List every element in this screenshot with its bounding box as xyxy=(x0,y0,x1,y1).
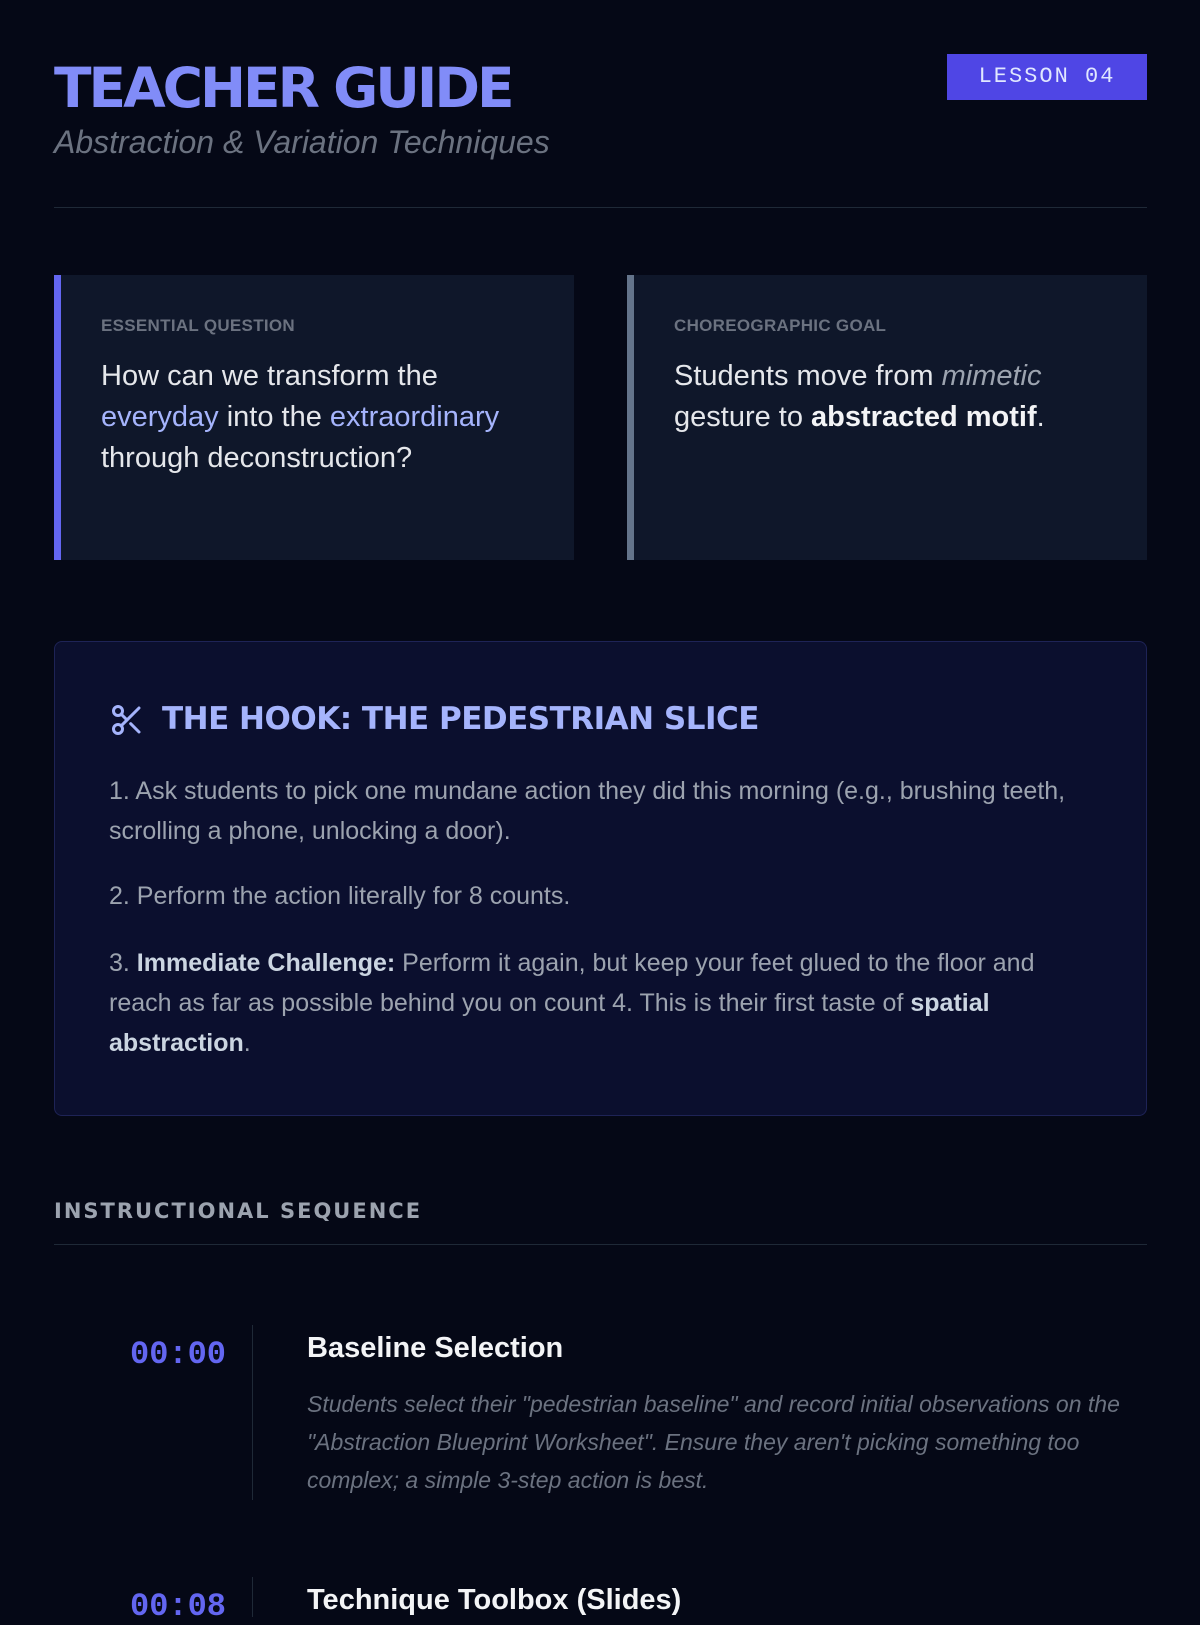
hook-step-3 xyxy=(109,943,1069,1063)
immediate-challenge-label: Immediate Challenge: xyxy=(136,949,396,977)
spatial-abstraction-term: spatial abstraction xyxy=(109,989,990,1057)
section-heading: INSTRUCTIONAL SEQUENCE xyxy=(54,1199,423,1223)
hook-step-3-end: . xyxy=(243,1029,251,1057)
choreographic-goal-text xyxy=(674,356,1114,438)
hook-step-3-number: 3. xyxy=(109,949,137,977)
highlight-extraordinary: extraordinary xyxy=(329,401,500,433)
section-divider xyxy=(54,1244,1147,1245)
timeline-title: Baseline Selection xyxy=(307,1332,564,1364)
timeline-title: Technique Toolbox (Slides) xyxy=(307,1584,682,1616)
lesson-badge: LESSON 04 xyxy=(947,54,1147,100)
timeline-description: Students select their "pedestrian baseline" and record initial observations on the "Abstraction Blueprint Worksheet". Ensure they aren't picking something too complex; a simple 3-step action is best. xyxy=(307,1391,1120,1493)
choreographic-goal-text-part: . xyxy=(1036,401,1045,433)
hook-title: THE HOOK: THE PEDESTRIAN SLICE xyxy=(162,701,759,737)
choreographic-goal-text-part: Students move from xyxy=(674,360,942,392)
essential-question-text-part: into the xyxy=(218,401,330,433)
emphasis-mimetic: mimetic xyxy=(941,360,1042,392)
hook-panel xyxy=(54,641,1147,1116)
strong-abstracted-motif: abstracted motif xyxy=(811,401,1037,433)
timeline-line xyxy=(252,1577,253,1617)
essential-question-text-part: through deconstruction? xyxy=(101,442,413,474)
essential-question-text-part: How can we transform the xyxy=(101,360,438,392)
timeline-time: 00:08 xyxy=(129,1588,226,1625)
hook-step-3-text: Perform it again, but keep your feet glued to the floor and reach as far as possible behind you on count 4. This is their first taste of xyxy=(109,949,1035,1017)
highlight-everyday: everyday xyxy=(101,401,219,433)
page-header xyxy=(54,52,1147,212)
timeline-line xyxy=(252,1325,253,1500)
choreographic-goal-card xyxy=(627,275,1147,560)
choreographic-goal-text-part: gesture to xyxy=(674,401,812,433)
teacher-guide-page xyxy=(54,0,1147,1625)
essential-question-label: ESSENTIAL QUESTION xyxy=(101,316,296,335)
essential-question-text xyxy=(101,356,541,479)
choreographic-goal-label: CHOREOGRAPHIC GOAL xyxy=(674,316,887,335)
page-subtitle: Abstraction & Variation Techniques xyxy=(54,124,550,160)
timeline-time: 00:00 xyxy=(129,1336,226,1373)
essential-question-card xyxy=(54,275,574,560)
scissors-icon xyxy=(109,702,145,738)
hook-step-1: 1. Ask students to pick one mundane action they did this morning (e.g., brushing teeth, scrolling a phone, unlocking a door). xyxy=(109,777,1066,845)
hook-step-2: 2. Perform the action literally for 8 counts. xyxy=(109,882,571,910)
header-divider xyxy=(54,207,1147,208)
page-title: TEACHER GUIDE xyxy=(54,56,512,120)
